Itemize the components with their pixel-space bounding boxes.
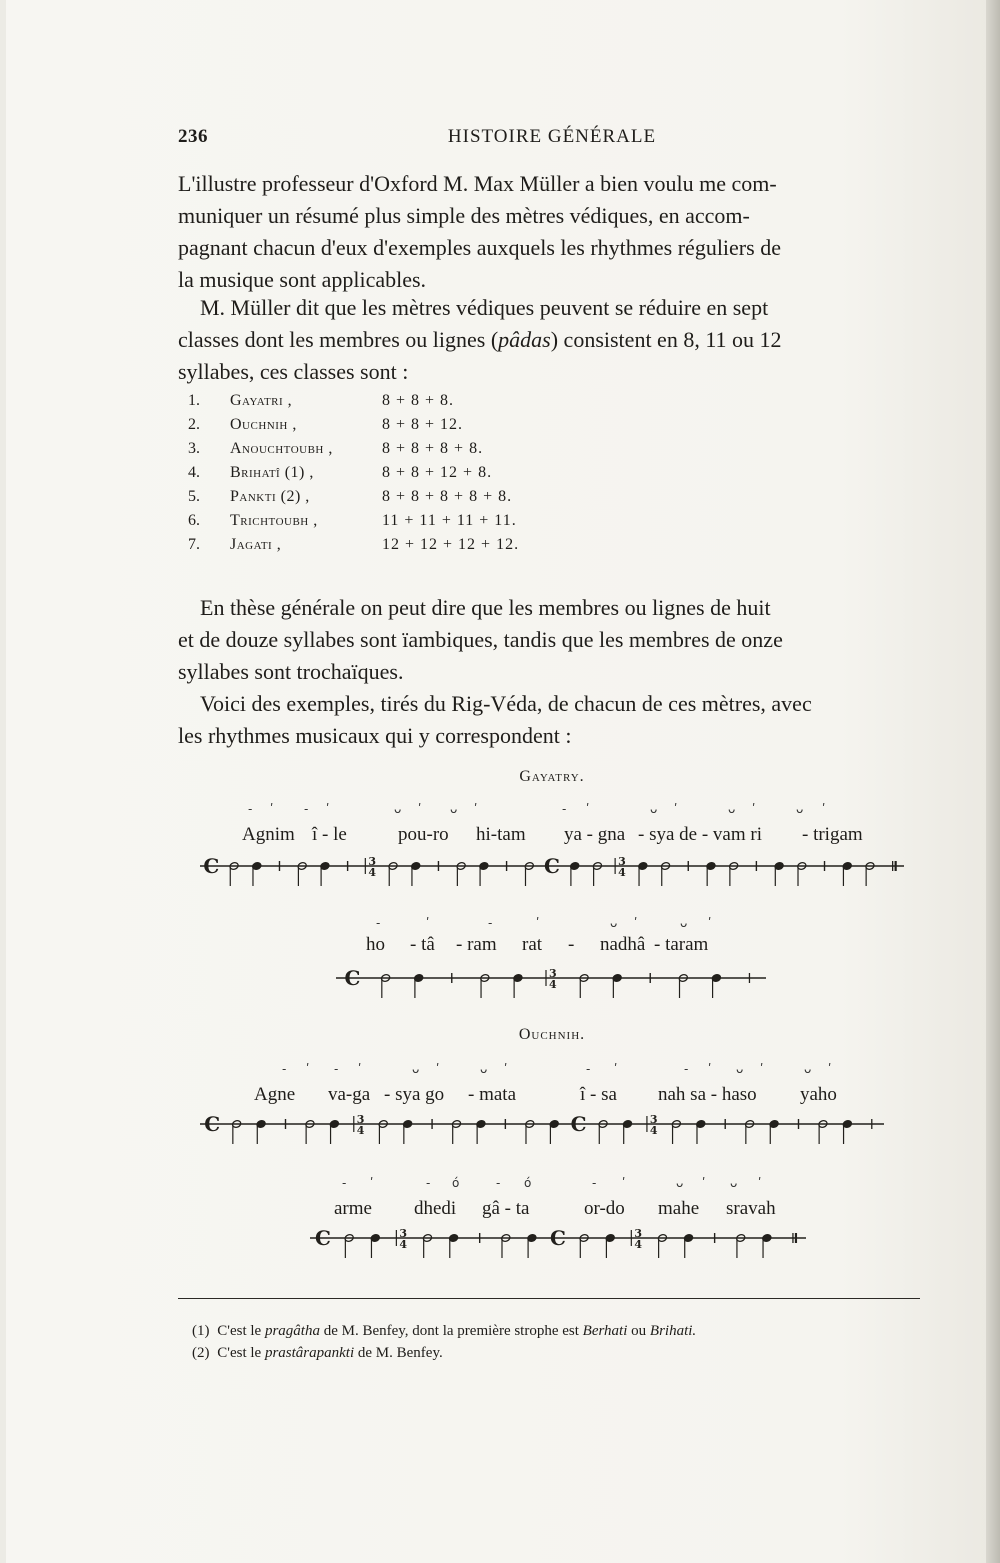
footnote-2	[192, 1342, 912, 1364]
syllable: mahe	[658, 1198, 700, 1219]
note-icon	[622, 1120, 632, 1144]
text-line: L'illustre professeur d'Oxford M. Max Müller a bien voulu me com-	[178, 171, 777, 196]
syllable: - tâ	[410, 934, 435, 955]
note-icon	[612, 974, 622, 998]
meter-row	[188, 488, 608, 512]
note-icon	[706, 862, 716, 886]
svg-text:4: 4	[618, 866, 626, 879]
meter-formula: 8 + 8 + 12.	[382, 416, 464, 433]
note-icon	[683, 1234, 693, 1258]
note-icon	[638, 862, 648, 886]
syllable: pou-ro	[398, 824, 449, 845]
meter-row	[188, 512, 608, 536]
common-time-icon: C	[550, 1226, 566, 1250]
common-time-icon: C	[204, 1112, 221, 1136]
footnote-text: de M. Benfey, dont la première strophe est	[323, 1323, 579, 1339]
meter-number: 2.	[188, 416, 200, 433]
meter-name: Gayatri ,	[230, 392, 293, 409]
syllable: - sya de - vam ri	[638, 824, 762, 845]
syllable: - mata	[468, 1084, 517, 1105]
syllable: rat	[522, 934, 543, 955]
metrical-marks: - ʹ - ό - ό - ʹ ᴗ ʹ ᴗ ʹ	[342, 1176, 762, 1190]
paragraph-thesis	[178, 592, 926, 688]
syllable: sravah	[726, 1198, 776, 1219]
syllable: ho	[366, 934, 385, 955]
syllable: gâ - ta	[482, 1198, 530, 1219]
note-icon	[403, 1120, 413, 1144]
text-segment: classes dont les membres ou lignes (	[178, 327, 499, 352]
syllable: - sya go	[384, 1084, 445, 1105]
time-signature-icon	[631, 1227, 642, 1251]
syllable: or-do	[584, 1198, 625, 1219]
svg-text:3: 3	[618, 855, 626, 868]
page-edge-shadow	[986, 0, 1000, 1563]
lyrics-line	[230, 1198, 910, 1224]
footnote-term: pragâtha	[264, 1323, 320, 1339]
meter-formula: 8 + 8 + 8 + 8.	[382, 440, 484, 457]
paragraph-examples	[178, 688, 926, 752]
meter-name: Ouchnih ,	[230, 416, 297, 433]
text-line: pagnant chacun d'eux d'exemples auxquels les rhythmes réguliers de	[178, 235, 781, 260]
section-title-ouchnih: Ouchnih.	[518, 1026, 586, 1043]
time-signature-icon	[365, 855, 376, 879]
meter-formula: 8 + 8 + 8 + 8 + 8.	[382, 488, 513, 505]
text-line: syllabes, ces classes sont :	[178, 359, 409, 384]
note-icon	[449, 1234, 459, 1258]
meter-row	[188, 536, 608, 560]
meter-formula: 8 + 8 + 12 + 8.	[382, 464, 493, 481]
syllable: hi-tam	[476, 824, 526, 845]
meter-formula: 11 + 11 + 11 + 11.	[382, 512, 517, 529]
meter-number: 1.	[188, 392, 200, 409]
note-icon	[549, 1120, 559, 1144]
text-line	[178, 324, 926, 356]
svg-text:3: 3	[634, 1227, 642, 1240]
running-head	[178, 126, 926, 152]
svg-text:4: 4	[399, 1238, 408, 1251]
svg-text:3: 3	[549, 967, 557, 980]
rhythm-staff	[310, 1226, 820, 1262]
note-icon	[527, 1234, 537, 1258]
common-time-icon: C	[344, 966, 361, 990]
footnote-number: (2)	[192, 1345, 210, 1361]
footnote-text: C'est le	[217, 1323, 262, 1339]
metrical-marks: - ʹ - ʹ ᴗ ʹ ᴗ ʹ - ʹ - ʹ ᴗ ʹ ᴗ ʹ	[282, 1062, 832, 1076]
lyrics-line	[230, 934, 910, 960]
rhythm-staff	[336, 966, 776, 1002]
common-time-icon: C	[544, 854, 560, 878]
rhythm-staff	[200, 1112, 890, 1148]
italic-term: pâdas	[498, 327, 551, 352]
note-icon	[762, 1234, 772, 1258]
meter-formula: 8 + 8 + 8.	[382, 392, 455, 409]
meter-name: Pankti (2) ,	[230, 488, 310, 505]
meter-row	[188, 440, 608, 464]
note-icon	[696, 1120, 706, 1144]
note-icon	[252, 862, 262, 886]
svg-text:4: 4	[368, 866, 376, 879]
svg-text:3: 3	[649, 1113, 658, 1126]
page-header-title: HISTOIRE GÉNÉRALE	[447, 126, 657, 147]
text-line: et de douze syllabes sont ïambiques, tandis que les membres de onze	[178, 627, 783, 652]
paragraph-classes	[178, 292, 926, 388]
footnote-text: C'est le	[217, 1345, 262, 1361]
common-time-icon: C	[203, 854, 220, 878]
time-signature-icon	[396, 1227, 407, 1251]
text-line: Voici des exemples, tirés du Rig-Véda, de chacun de ces mètres, avec	[200, 691, 812, 716]
footnote-rule	[178, 1298, 920, 1299]
time-signature-icon	[354, 1113, 365, 1137]
rhythm-staff	[200, 854, 910, 890]
syllable: nah sa - haso	[658, 1084, 757, 1105]
meter-number: 5.	[188, 488, 200, 505]
meter-formula: 12 + 12 + 12 + 12.	[382, 536, 520, 553]
syllable: - taram	[654, 934, 709, 955]
note-icon	[329, 1120, 339, 1144]
note-icon	[513, 974, 523, 998]
note-icon	[842, 1120, 852, 1144]
footnotes	[192, 1320, 912, 1364]
lyrics-line	[230, 824, 910, 850]
syllable: nadhâ	[600, 934, 646, 955]
text-line: la musique sont applicables.	[178, 267, 427, 292]
syllable: î - le	[312, 824, 347, 845]
svg-text:4: 4	[634, 1238, 642, 1251]
svg-text:4: 4	[356, 1124, 365, 1137]
syllable: -	[568, 934, 575, 955]
syllable: arme	[334, 1198, 372, 1219]
metrical-marks: - ʹ - ʹ ᴗ ʹ ᴗ ʹ - ʹ ᴗ ʹ ᴗ ʹ ᴗ ʹ	[248, 802, 826, 816]
footnote-text: de M. Benfey.	[357, 1345, 443, 1361]
syllable: - trigam	[802, 824, 863, 845]
time-signature-icon	[647, 1113, 658, 1137]
note-icon	[476, 1120, 486, 1144]
time-signature-icon	[615, 855, 626, 879]
note-icon	[605, 1234, 615, 1258]
syllable: Agne	[254, 1084, 296, 1105]
footnote-1	[192, 1320, 912, 1342]
time-signature-icon	[546, 967, 557, 991]
meter-name: Brihatî (1) ,	[230, 464, 314, 481]
footnote-term: prastârapankti	[264, 1345, 355, 1361]
note-icon	[370, 1234, 380, 1258]
footnote-term: Brihati.	[649, 1323, 697, 1339]
lyrics-line	[230, 1084, 910, 1110]
meter-number: 3.	[188, 440, 200, 457]
note-icon	[256, 1120, 266, 1144]
meter-number: 6.	[188, 512, 200, 529]
syllable: ya - gna	[564, 824, 626, 845]
text-line: En thèse générale on peut dire que les membres ou lignes de huit	[200, 595, 771, 620]
common-time-icon: C	[315, 1226, 331, 1250]
footnote-term: Berhati	[582, 1323, 628, 1339]
note-icon	[769, 1120, 779, 1144]
text-segment: ) consistent en 8, 11 ou 12	[550, 327, 782, 352]
note-icon	[414, 974, 424, 998]
text-line: muniquer un résumé plus simple des mètres védiques, en accom-	[178, 203, 750, 228]
meter-row	[188, 416, 608, 440]
note-icon	[320, 862, 330, 886]
section-title-gayatry: Gayatry.	[519, 768, 585, 785]
syllable: î - sa	[580, 1084, 617, 1105]
svg-text:3: 3	[368, 855, 376, 868]
meter-name: Anouchtoubh ,	[230, 440, 333, 457]
metrical-marks: - ʹ - ʹ ᴗ ʹ ᴗ ʹ	[376, 916, 712, 930]
meter-number: 7.	[188, 536, 200, 553]
note-icon	[479, 862, 489, 886]
syllable: yaho	[800, 1084, 837, 1105]
text-line: M. Müller dit que les mètres védiques peuvent se réduire en sept	[200, 295, 769, 320]
note-icon	[411, 862, 421, 886]
syllable: va-ga	[328, 1084, 371, 1105]
footnote-text: ou	[631, 1323, 647, 1339]
syllable: dhedi	[414, 1198, 457, 1219]
meter-row	[188, 464, 608, 488]
meter-name: Trichtoubh ,	[230, 512, 318, 529]
svg-text:3: 3	[399, 1227, 408, 1240]
common-time-icon: C	[570, 1112, 587, 1136]
page-number: 236	[178, 126, 208, 147]
syllable: Agnim	[242, 824, 295, 845]
text-line: les rhythmes musicaux qui y correspondent :	[178, 723, 572, 748]
note-icon	[570, 862, 580, 886]
footnote-number: (1)	[192, 1323, 210, 1339]
meter-row	[188, 392, 608, 416]
paragraph-intro	[178, 168, 926, 296]
note-icon	[842, 862, 852, 886]
meter-list	[188, 392, 608, 560]
meter-name: Jagati ,	[230, 536, 282, 553]
note-icon	[774, 862, 784, 886]
text-line: syllabes sont trochaïques.	[178, 659, 404, 684]
svg-text:3: 3	[356, 1113, 365, 1126]
svg-text:4: 4	[549, 978, 557, 991]
note-icon	[711, 974, 721, 998]
meter-number: 4.	[188, 464, 200, 481]
syllable: - ram	[456, 934, 497, 955]
svg-text:4: 4	[649, 1124, 658, 1137]
